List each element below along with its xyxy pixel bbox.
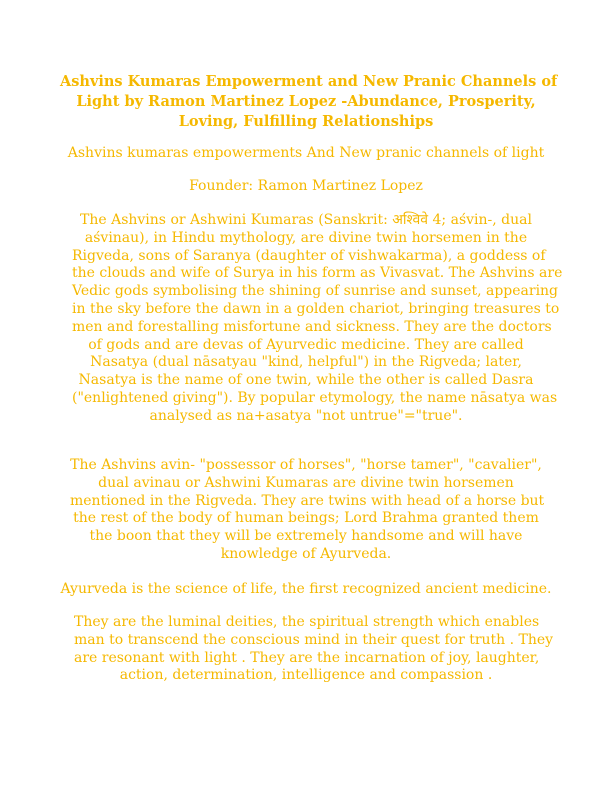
document-subtitle: Ashvins kumaras empowerments And New pranic channels of light: [67, 145, 545, 161]
paragraph-line: action, determination, intelligence and compassion .: [119, 667, 493, 684]
paragraph-line: mentioned in the Rigveda. They are twins with head of a horse but: [70, 492, 545, 509]
paragraph-line: the clouds and wife of Surya in his form as Vivasvat. The Ashvins are: [72, 265, 563, 282]
paragraph-line: the boon that they will be extremely handsome and will have: [89, 528, 523, 545]
title-line: Light by Ramon Martinez Lopez -Abundance, Prosperity,: [76, 93, 536, 110]
paragraph-ashvins-horsemen: [70, 457, 545, 564]
paragraph-ashvins-intro: [72, 212, 563, 426]
paragraph-line: Vedic gods symbolising the shining of sunrise and sunset, appearing: [72, 283, 559, 300]
paragraph-line: The Ashvins or Ashwini Kumaras (Sanskrit: अश्विवे 4; aśvin-, dual: [80, 212, 532, 228]
title-line: Loving, Fulfilling Relationships: [178, 113, 434, 130]
paragraph-luminal-deities: [74, 614, 554, 685]
paragraph-line: ("enlightened giving"). By popular etymology, the name nāsatya was: [72, 389, 558, 406]
paragraph-line: in the sky before the dawn in a golden chariot, bringing treasures to: [72, 300, 560, 317]
paragraph-line: analysed as na+asatya "not untrue"="true".: [149, 407, 463, 424]
paragraph-line: knowledge of Ayurveda.: [220, 545, 392, 562]
paragraph-line: Rigveda, sons of Saranya (daughter of vishwakarma), a goddess of: [72, 247, 546, 264]
title-line: Ashvins Kumaras Empowerment and New Pranic Channels of: [60, 73, 558, 90]
paragraph-line: Nasatya (dual nāsatyau "kind, helpful") in the Rigveda; later,: [90, 354, 522, 371]
paragraph-line: men and forestalling misfortune and sickness. They are the doctors: [72, 318, 552, 335]
paragraph-line: man to transcend the conscious mind in their quest for truth . They: [74, 631, 554, 648]
paragraph-ayurveda: Ayurveda is the science of life, the first recognized ancient medicine.: [60, 581, 552, 597]
paragraph-line: The Ashvins avin- "possessor of horses", "horse tamer", "cavalier",: [70, 457, 542, 473]
paragraph-line: of gods and are devas of Ayurvedic medicine. They are called: [88, 336, 524, 353]
document-title: [60, 72, 558, 132]
paragraph-line: are resonant with light . They are the incarnation of joy, laughter,: [74, 649, 540, 666]
paragraph-line: Nasatya is the name of one twin, while the other is called Dasra: [78, 372, 534, 389]
paragraph-line: aśvinau), in Hindu mythology, are divine twin horsemen in the: [84, 229, 528, 246]
founder-line: Founder: Ramon Martinez Lopez: [189, 178, 423, 194]
paragraph-line: They are the luminal deities, the spiritual strength which enables: [74, 614, 540, 630]
paragraph-line: the rest of the body of human beings; Lord Brahma granted them: [73, 510, 539, 527]
paragraph-line: dual avinau or Ashwini Kumaras are divine twin horsemen: [98, 474, 514, 491]
